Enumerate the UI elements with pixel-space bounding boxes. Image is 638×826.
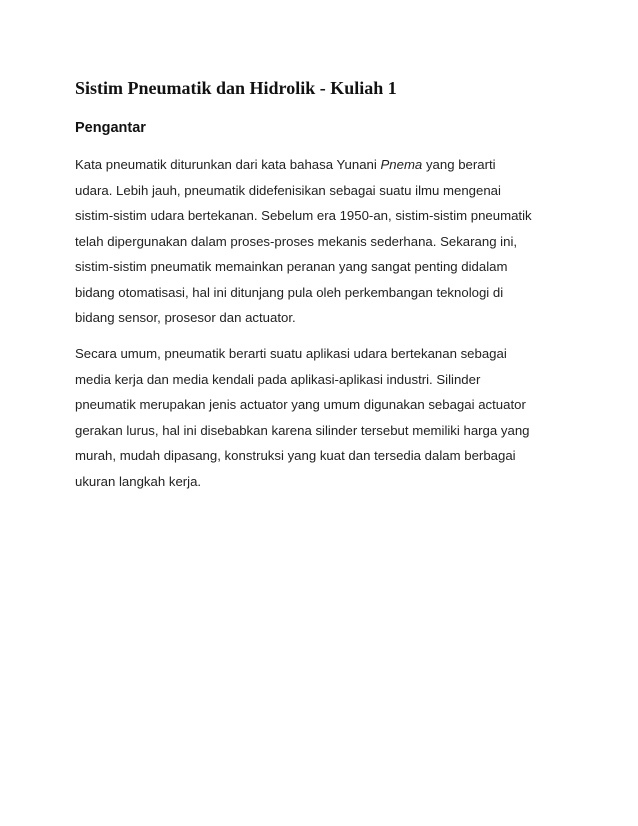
paragraph-line: pneumatik merupakan jenis actuator yang umum digunakan sebagai actuator [75, 397, 526, 412]
paragraph-line: ukuran langkah kerja. [75, 473, 202, 489]
paragraph-line: udara. Lebih jauh, pneumatik didefenisikan sebagai suatu ilmu mengenai [75, 182, 501, 198]
italic-term: Pnema [380, 157, 423, 172]
paragraph-line: sistim-sistim pneumatik memainkan peranan yang sangat penting didalam [75, 259, 508, 274]
paragraph-line: bidang sensor, prosesor dan actuator. [75, 310, 296, 325]
paragraph-general [75, 341, 530, 494]
document-title: Sistim Pneumatik dan Hidrolik - Kuliah 1 [75, 78, 397, 98]
paragraph-line: telah dipergunakan dalam proses-proses mekanis sederhana. Sekarang ini, [75, 233, 518, 249]
paragraph-line: bidang otomatisasi, hal ini ditunjang pula oleh perkembangan teknologi di [75, 284, 504, 300]
section-heading: Pengantar [75, 120, 146, 136]
paragraph-line: Secara umum, pneumatik berarti suatu aplikasi udara bertekanan sebagai [75, 346, 507, 361]
text-run: yang berarti [422, 157, 496, 172]
paragraph-line: sistim-sistim udara bertekanan. Sebelum era 1950-an, sistim-sistim pneumatik [75, 208, 532, 223]
paragraph-line: gerakan lurus, hal ini disebabkan karena silinder tersebut memiliki harga yang [75, 422, 530, 438]
text-run: Kata pneumatik diturunkan dari kata bahasa Yunani [75, 157, 381, 172]
paragraph-intro [75, 152, 532, 331]
paragraph-line: murah, mudah dipasang, konstruksi yang kuat dan tersedia dalam berbagai [75, 448, 516, 463]
paragraph-line: media kerja dan media kendali pada aplikasi-aplikasi industri. Silinder [75, 371, 481, 387]
paragraph-line [75, 152, 532, 178]
